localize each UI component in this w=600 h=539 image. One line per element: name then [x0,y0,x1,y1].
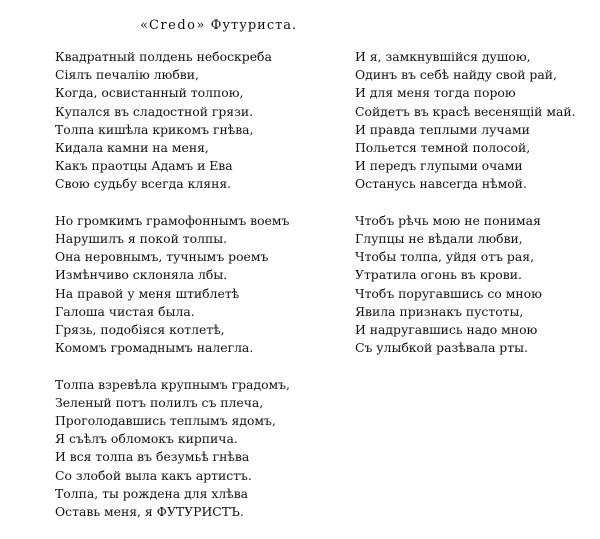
poem-line: И передъ глупыми очами [355,158,523,174]
poem-line: Свою судьбу всегда кляня. [55,176,232,192]
poem-line: Она неровнымъ, тучнымъ роемъ [55,249,269,265]
poem-line: На правой у меня штиблетѣ [55,285,240,301]
poem-line: Чтобы толпа, уйдя отъ рая, [355,249,535,265]
left-stanza-1 [55,48,305,194]
poem-line: Зеленый потъ полилъ съ плеча, [55,394,264,410]
poem-line: Галоша чистая была. [55,303,195,319]
right-column [355,48,595,376]
poem-line: Грязь, подобіяся котлетѣ, [55,322,225,338]
poem-line: Проголодавшись теплымъ ядомъ, [55,413,276,429]
poem-line: И я, замкнувшійся душою, [355,49,531,64]
poem-line: Нарушилъ я покой толпы. [55,231,228,247]
poem-line: И надругавшись надо мною [355,322,538,338]
right-stanza-2 [355,212,595,358]
poem-line: Со злобой выла какъ артистъ. [55,467,252,483]
poem-line: Толпа кишѣла крикомъ гнѣва, [55,121,254,137]
right-stanza-1 [355,48,595,194]
poem-line: Польется темной полосой, [355,140,531,156]
poem-line: Явила признакъ пустоты, [355,303,524,319]
poem-line: Оставь меня, я ФУТУРИСТЪ. [55,504,244,520]
poem-line: И для меня тогда порою [355,85,516,101]
poem-line: Толпа взревѣла крупнымъ градомъ, [55,376,290,392]
poem-line: Когда, освистанный толпою, [55,85,244,101]
poem-title [140,18,297,33]
left-stanza-3 [55,376,305,522]
poem-line: Измѣнчиво склоняла лбы. [55,267,228,283]
poem-line: Съ улыбкой разѣвала рты. [355,340,528,356]
poem-line: Толпа, ты рождена для хлѣва [55,485,249,501]
poem-line: Я съѣлъ обломокъ кирпича. [55,431,238,447]
poem-line: Сойдетъ въ красѣ весенящій май. [355,103,576,119]
poem-line: Чтобъ рѣчь мою не понимая [355,212,541,228]
poem-line: Комомъ громаднымъ налегла. [55,340,254,356]
left-stanza-2 [55,212,305,358]
poem-line: Купался въ сладостной грязи. [55,103,254,119]
poem-line: Одинъ въ себѣ найду свой рай, [355,67,557,83]
poem-line: Кидала камни на меня, [55,140,209,156]
poem-line: И правда теплыми лучами [355,121,530,137]
poem-line: Но громкимъ грамофоннымъ воемъ [55,212,290,228]
title-credo: Credo [148,18,197,33]
title-rest: » Футуриста. [196,18,298,33]
poem-line: Чтобъ поругавшись со мною [355,285,542,301]
poem-line: Глупцы не вѣдали любви, [355,231,523,247]
poem-line: Сiялъ печалiю любви, [55,67,199,83]
left-column [55,48,305,539]
poem-line: Утратила огонь въ крови. [355,267,522,283]
poem-line: Квадратный полдень небоскреба [55,49,272,64]
poem-line: Останусь навсегда нѣмой. [355,176,527,192]
poem-line: Какъ праотцы Адамъ и Ева [55,158,233,174]
poem-line: И вся толпа въ безумьѣ гнѣва [55,449,250,465]
title-open-quote: « [140,18,149,33]
